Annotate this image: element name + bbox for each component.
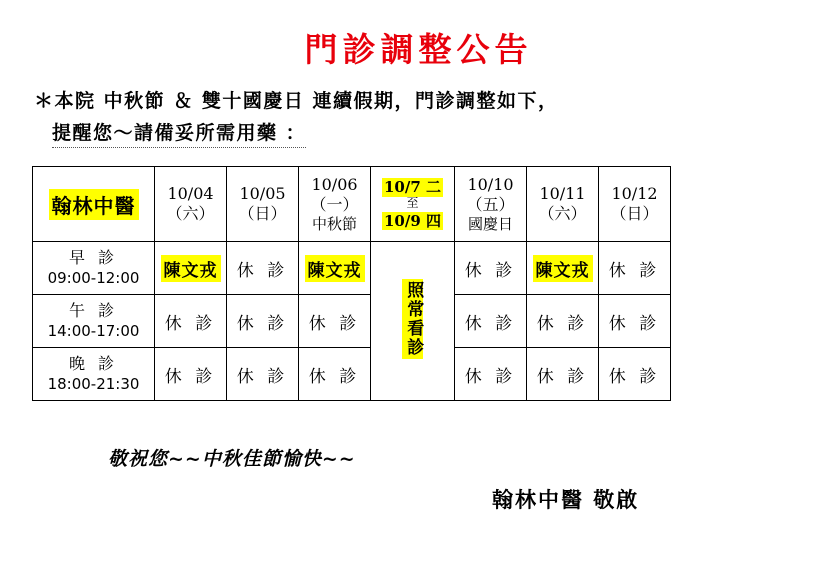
cell-morning-1006	[299, 242, 371, 295]
holiday-note: 中秋節	[311, 214, 357, 233]
status-text: 休 診	[308, 313, 361, 334]
shift-name: 早 診	[68, 247, 119, 267]
status-text: 休 診	[608, 313, 661, 334]
date-text: 10/12	[611, 184, 658, 203]
date-column-holiday-range	[371, 167, 455, 242]
cell-morning-1005	[227, 242, 299, 295]
clinic-name-label: 翰林中醫	[49, 189, 139, 220]
status-text: 休 診	[164, 313, 217, 334]
shift-time: 14:00-17:00	[47, 321, 140, 340]
cell-afternoon-1005	[227, 295, 299, 348]
clinic-schedule-table	[32, 166, 671, 401]
greeting-text: 敬祝您~~中秋佳節愉快~~	[108, 448, 356, 470]
table-row	[33, 242, 671, 295]
shift-label-morning	[33, 242, 155, 295]
holiday-open-note: 照常看診	[403, 280, 424, 357]
weekday-text: （日）	[238, 204, 287, 223]
date-column-0	[155, 167, 227, 242]
shift-label-evening	[33, 348, 155, 401]
cell-afternoon-1012	[599, 295, 671, 348]
range-end-date: 10/9 四	[383, 211, 441, 230]
status-text: 休 診	[464, 313, 517, 334]
cell-morning-1012	[599, 242, 671, 295]
cell-afternoon-1004	[155, 295, 227, 348]
range-start-date: 10/7 二	[383, 178, 441, 197]
status-text: 休 診	[464, 366, 517, 387]
cell-morning-1011	[527, 242, 599, 295]
notice-line-2: 提醒您～請備妥所需用藥 ：	[52, 118, 306, 148]
cell-evening-1011	[527, 348, 599, 401]
weekday-text: （一）	[310, 194, 359, 214]
table-header-row	[33, 167, 671, 242]
holiday-note: 國慶日	[467, 214, 513, 233]
date-column-1	[227, 167, 299, 242]
status-text: 休 診	[608, 366, 661, 387]
status-text: 休 診	[464, 260, 517, 281]
status-text: 休 診	[608, 260, 661, 281]
cell-afternoon-1011	[527, 295, 599, 348]
status-text: 休 診	[164, 366, 217, 387]
weekday-text: （六）	[538, 204, 587, 223]
shift-time: 09:00-12:00	[47, 268, 140, 287]
table-row	[33, 295, 671, 348]
cell-morning-1010	[455, 242, 527, 295]
status-text: 休 診	[536, 313, 589, 334]
cell-holiday-range-note	[371, 242, 455, 401]
shift-name: 晚 診	[68, 353, 119, 373]
date-text: 10/11	[539, 184, 586, 203]
date-text: 10/10	[467, 174, 514, 194]
cell-afternoon-1010	[455, 295, 527, 348]
date-text: 10/05	[239, 184, 286, 203]
cell-afternoon-1006	[299, 295, 371, 348]
date-text: 10/06	[311, 174, 358, 194]
signature-text: 翰林中醫 敬啟	[492, 487, 640, 512]
cell-evening-1012	[599, 348, 671, 401]
date-column-2	[299, 167, 371, 242]
doctor-name: 陳文戎	[161, 255, 221, 282]
date-column-5	[527, 167, 599, 242]
doctor-name: 陳文戎	[533, 255, 593, 282]
shift-label-afternoon	[33, 295, 155, 348]
cell-evening-1005	[227, 348, 299, 401]
date-column-4	[455, 167, 527, 242]
date-text: 10/04	[167, 184, 214, 203]
date-column-6	[599, 167, 671, 242]
status-text: 休 診	[308, 366, 361, 387]
cell-morning-1004	[155, 242, 227, 295]
weekday-text: （五）	[466, 194, 515, 214]
clinic-name-cell	[33, 167, 155, 242]
status-text: 休 診	[236, 313, 289, 334]
status-text: 休 診	[536, 366, 589, 387]
cell-evening-1004	[155, 348, 227, 401]
doctor-name: 陳文戎	[305, 255, 365, 282]
range-separator: 至	[406, 196, 419, 211]
notice-line-1: ＊本院 中秋節 ＆ 雙十國慶日 連續假期，門診調整如下，	[34, 90, 559, 112]
cell-evening-1006	[299, 348, 371, 401]
table-row	[33, 348, 671, 401]
shift-name: 午 診	[68, 300, 119, 320]
weekday-text: （日）	[610, 204, 659, 223]
weekday-text: （六）	[166, 204, 215, 223]
cell-evening-1010	[455, 348, 527, 401]
status-text: 休 診	[236, 366, 289, 387]
shift-time: 18:00-21:30	[47, 374, 140, 393]
page-title: 門診調整公告	[304, 30, 533, 69]
status-text: 休 診	[236, 260, 289, 281]
